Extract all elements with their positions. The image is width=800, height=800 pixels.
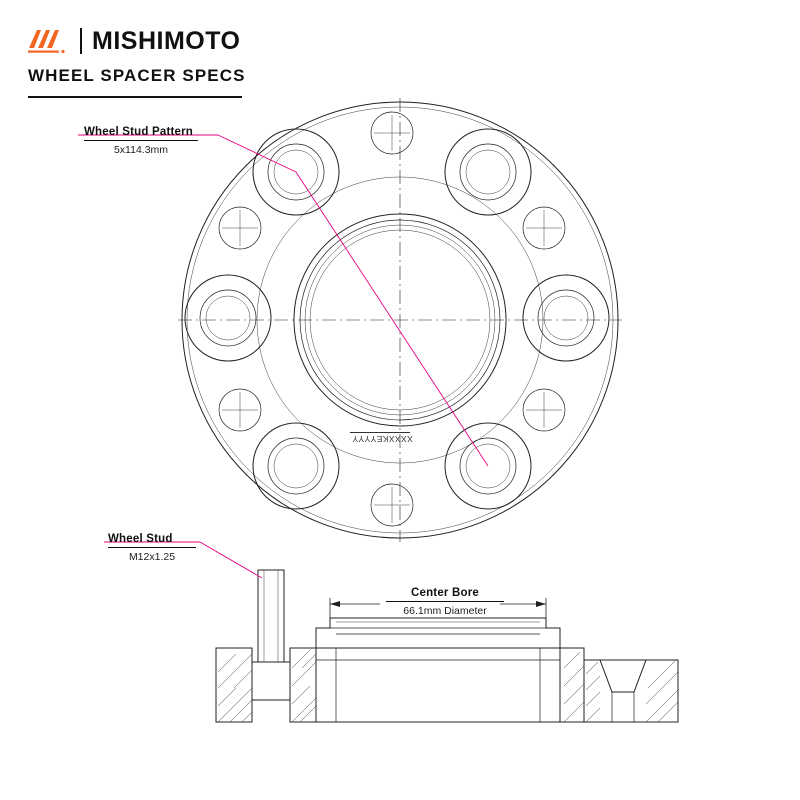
callout-value: 66.1mm Diameter — [403, 605, 487, 617]
front-view — [178, 98, 622, 542]
page-title: WHEEL SPACER SPECS — [28, 66, 246, 85]
section-hatch-right — [564, 652, 678, 722]
etching-underline — [350, 432, 410, 433]
callout-value: 5x114.3mm — [113, 144, 169, 156]
callout-wheel-stud — [108, 533, 196, 563]
stud-boss-group — [185, 129, 609, 509]
callout-wheel-stud-pattern — [84, 126, 198, 156]
section-hatch-left — [218, 650, 316, 722]
callout-center-bore — [386, 587, 504, 617]
callout-rule — [108, 547, 196, 548]
callout-title: Center Bore — [410, 587, 480, 599]
callout-rule — [84, 140, 198, 141]
part-etching-label: XXXXKEYYYY — [352, 434, 413, 444]
callout-rule — [386, 601, 504, 602]
callout-title: Wheel Stud Pattern — [84, 126, 194, 138]
callout-title: Wheel Stud — [108, 533, 173, 545]
brand-name: MISHIMOTO — [92, 26, 241, 55]
callout-value: M12x1.25 — [128, 551, 176, 563]
